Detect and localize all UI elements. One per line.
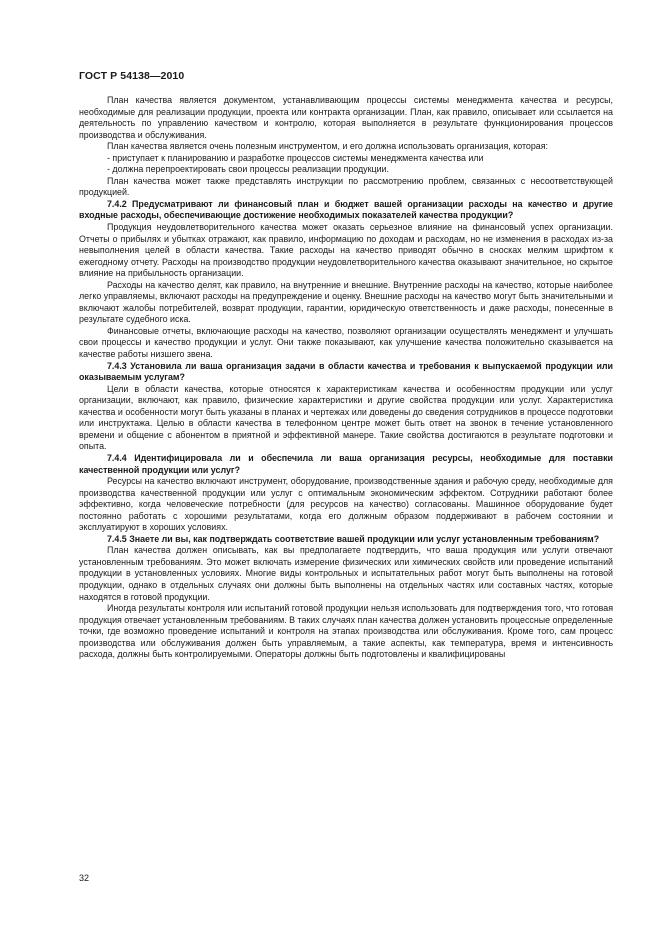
section-heading-7-4-5: 7.4.5 Знаете ли вы, как подтверждать соответствие вашей продукции или услуг установленным требованиям? xyxy=(107,533,600,544)
section-heading-7-4-2: 7.4.2 Предусматривают ли финансовый план и бюджет вашей организации расходы на качество и другие входные расходы, обеспечивающие достижение необходимых показателей качества продукции? xyxy=(79,198,613,221)
paragraph: Иногда результаты контроля или испытаний готовой продукции нельзя использовать для подтверждения того, что готовая продукция отвечает установленным требованиям. В таких случаях план качества должен установить процессные определенные точки, где возможно проведение испытаний и контроля на этапах производства или обслуживания. Кроме того, сам процесс производства или обслуживания должен быть управляемым, а такие аспекты, как температура, время и интенсивность расхода, должны быть контролируемыми. Операторы должны быть подготовлены и квалифицированы xyxy=(79,603,613,660)
paragraph: Цели в области качества, которые относятся к характеристикам качества и особенностям продукции или услуг организации, включают, как правило, физические характеристики и другие свойства продукции или услуг. Характеристика качества и особенности могут быть указаны в планах и чертежах или доведены до сведения сотрудников в процессе подготовки или инструктажа. Целью в области качества в телефонном центре может быть ответ на звонок в течение установленного времени и общение с абонентом в приятной и эффективной манере. Такие свойства достигаются в результате подготовки и опыта. xyxy=(79,383,613,452)
paragraph: Продукция неудовлетворительного качества может оказать серьезное влияние на финансовый успех организации. Отчеты о прибылях и убытках отражают, как правило, информацию по доходам и расходам, но не изменения в расходах из-за невыполнения целей в области качества. Такие расходы на качество приводят обычно в сносках мелким шрифтом к ежегодному отчету. Расходы на производство продукции неудовлетворительного качества оказывают значительное, но скрытое влияние на прибыльность организации. xyxy=(79,222,613,279)
list-item: - должна перепроектировать свои процессы реализации продукции. xyxy=(107,164,389,175)
page-number: 32 xyxy=(79,873,90,883)
paragraph: Расходы на качество делят, как правило, на внутренние и внешние. Внутренние расходы на качество, которые наиболее легко управляемы, включают расходы на предупреждение и оценку. Внешние расходы на качество могут быть значительными и включают жалобы потребителей, возврат продукции, гарантии, юридическую ответственность и даже расходы, понесенные в результате судебного иска. xyxy=(79,279,613,325)
document-header: ГОСТ Р 54138—2010 xyxy=(79,70,185,82)
paragraph: План качества может также представлять инструкции по рассмотрению проблем, связанных с несоответствующей продукцией. xyxy=(79,175,613,198)
paragraph: Ресурсы на качество включают инструмент, оборудование, производственные здания и рабочую среду, необходимые для производства качественной продукции или услуг с оптимальным экономическим эффектом. Сотрудники работают более эффективно, когда человеческие потребности (для ресурсов на качество) согласованы. Машинное оборудование будет постоянно работать с хорошими результатами, когда его должным образом поддерживают в рабочем состоянии и эксплуатируют в хороших условиях. xyxy=(79,476,613,533)
section-heading-7-4-4: 7.4.4 Идентифицировала ли и обеспечила ли ваша организация ресурсы, необходимые для поставки качественной продукции или услуг? xyxy=(79,452,613,475)
section-heading-7-4-3: 7.4.3 Установила ли ваша организация задачи в области качества и требования к выпускаемой продукции или оказываемым услугам? xyxy=(79,360,613,383)
body-text xyxy=(79,95,613,661)
paragraph: План качества должен описывать, как вы предполагаете подтвердить, что ваша продукция или услуги отвечают установленным требованиям. Это может включать измерение физических или химических свойств или проведение испытаний продукции в установленных условиях. Многие виды контрольных и испытательных работ могут быть выполнены на готовой продукции, однако в отдельных случаях они должны быть выполнены на отдельных частях или составных частях, которые находятся в готовой продукции. xyxy=(79,545,613,602)
paragraph: План качества является очень полезным инструментом, и его должна использовать организация, которая: xyxy=(107,141,549,152)
list-item: - приступает к планированию и разработке процессов системы менеджмента качества или xyxy=(107,152,484,163)
paragraph: План качества является документом, устанавливающим процессы системы менеджмента качества и ресурсы, необходимые для реализации продукции, проекта или контракта организации. План, как правило, описывает или ссылается на деятельность по управлению качеством и контролю, которая выполняется в результате функционирования процессов производства и обслуживания. xyxy=(79,95,613,140)
paragraph: Финансовые отчеты, включающие расходы на качество, позволяют организации осуществлять менеджмент и улучшать свои процессы и качество продукции и услуг. Они также показывают, как улучшение качества положительно сказывается на качестве работы низшего звена. xyxy=(79,325,613,360)
